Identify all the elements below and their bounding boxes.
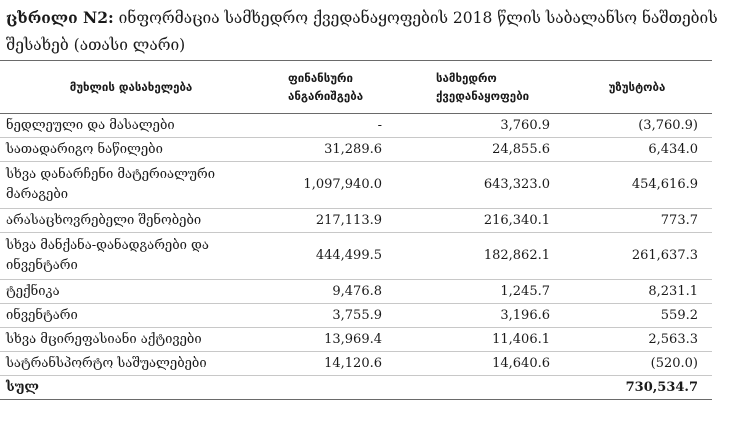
total-financial-value xyxy=(262,376,410,400)
header-military-units: სამხედრო ქვედანაყოფები xyxy=(410,61,562,114)
row-label: არასაცხოვრებელი შენობები xyxy=(0,209,262,233)
discrepancy-value: 261,637.3 xyxy=(562,233,712,280)
table-row xyxy=(0,114,712,138)
financial-value: 1,097,940.0 xyxy=(262,162,410,209)
table-row xyxy=(0,304,712,328)
military-value: 1,245.7 xyxy=(410,280,562,304)
table-caption xyxy=(6,4,728,59)
row-label: სხვა დანარჩენი მატერიალური მარაგები xyxy=(0,162,262,209)
military-value: 24,855.6 xyxy=(410,138,562,162)
financial-value: 9,476.8 xyxy=(262,280,410,304)
total-discrepancy-value: 730,534.7 xyxy=(562,376,712,400)
row-label: ტექნიკა xyxy=(0,280,262,304)
military-value: 182,862.1 xyxy=(410,233,562,280)
header-financial-statement: ფინანსური ანგარიშგება xyxy=(262,61,410,114)
caption-text: ინფორმაცია სამხედრო ქვედანაყოფების 2018 წლის საბალანსო ნაშთების შესახებ (ათასი ლარი) xyxy=(6,9,718,54)
header-item-name: მუხლის დასახელება xyxy=(0,61,262,114)
row-label: სხვა მანქანა-დანადგარები და ინვენტარი xyxy=(0,233,262,280)
financial-value: 13,969.4 xyxy=(262,328,410,352)
header-row xyxy=(0,61,712,114)
discrepancy-value: 2,563.3 xyxy=(562,328,712,352)
balance-table xyxy=(0,60,712,400)
financial-value: 14,120.6 xyxy=(262,352,410,376)
financial-value: 217,113.9 xyxy=(262,209,410,233)
discrepancy-value: (520.0) xyxy=(562,352,712,376)
row-label: სხვა მცირეფასიანი აქტივები xyxy=(0,328,262,352)
financial-value: - xyxy=(262,114,410,138)
military-value: 3,196.6 xyxy=(410,304,562,328)
caption-label: ცხრილი N2: xyxy=(6,8,114,27)
table-row xyxy=(0,233,712,280)
header-discrepancy: უზუსტობა xyxy=(562,61,712,114)
row-label: სათადარიგო ნაწილები xyxy=(0,138,262,162)
financial-value: 3,755.9 xyxy=(262,304,410,328)
table-row xyxy=(0,328,712,352)
financial-value: 444,499.5 xyxy=(262,233,410,280)
table-row xyxy=(0,209,712,233)
military-value: 14,640.6 xyxy=(410,352,562,376)
total-label: სულ xyxy=(0,376,262,400)
table-row xyxy=(0,352,712,376)
discrepancy-value: 6,434.0 xyxy=(562,138,712,162)
total-military-value xyxy=(410,376,562,400)
row-label: ინვენტარი xyxy=(0,304,262,328)
discrepancy-value: 454,616.9 xyxy=(562,162,712,209)
discrepancy-value: 559.2 xyxy=(562,304,712,328)
financial-value: 31,289.6 xyxy=(262,138,410,162)
discrepancy-value: (3,760.9) xyxy=(562,114,712,138)
military-value: 643,323.0 xyxy=(410,162,562,209)
total-row xyxy=(0,376,712,400)
row-label: სატრანსპორტო საშუალებები xyxy=(0,352,262,376)
table-row xyxy=(0,138,712,162)
military-value: 216,340.1 xyxy=(410,209,562,233)
military-value: 3,760.9 xyxy=(410,114,562,138)
military-value: 11,406.1 xyxy=(410,328,562,352)
table-row xyxy=(0,280,712,304)
discrepancy-value: 8,231.1 xyxy=(562,280,712,304)
discrepancy-value: 773.7 xyxy=(562,209,712,233)
row-label: ნედლეული და მასალები xyxy=(0,114,262,138)
table-row xyxy=(0,162,712,209)
